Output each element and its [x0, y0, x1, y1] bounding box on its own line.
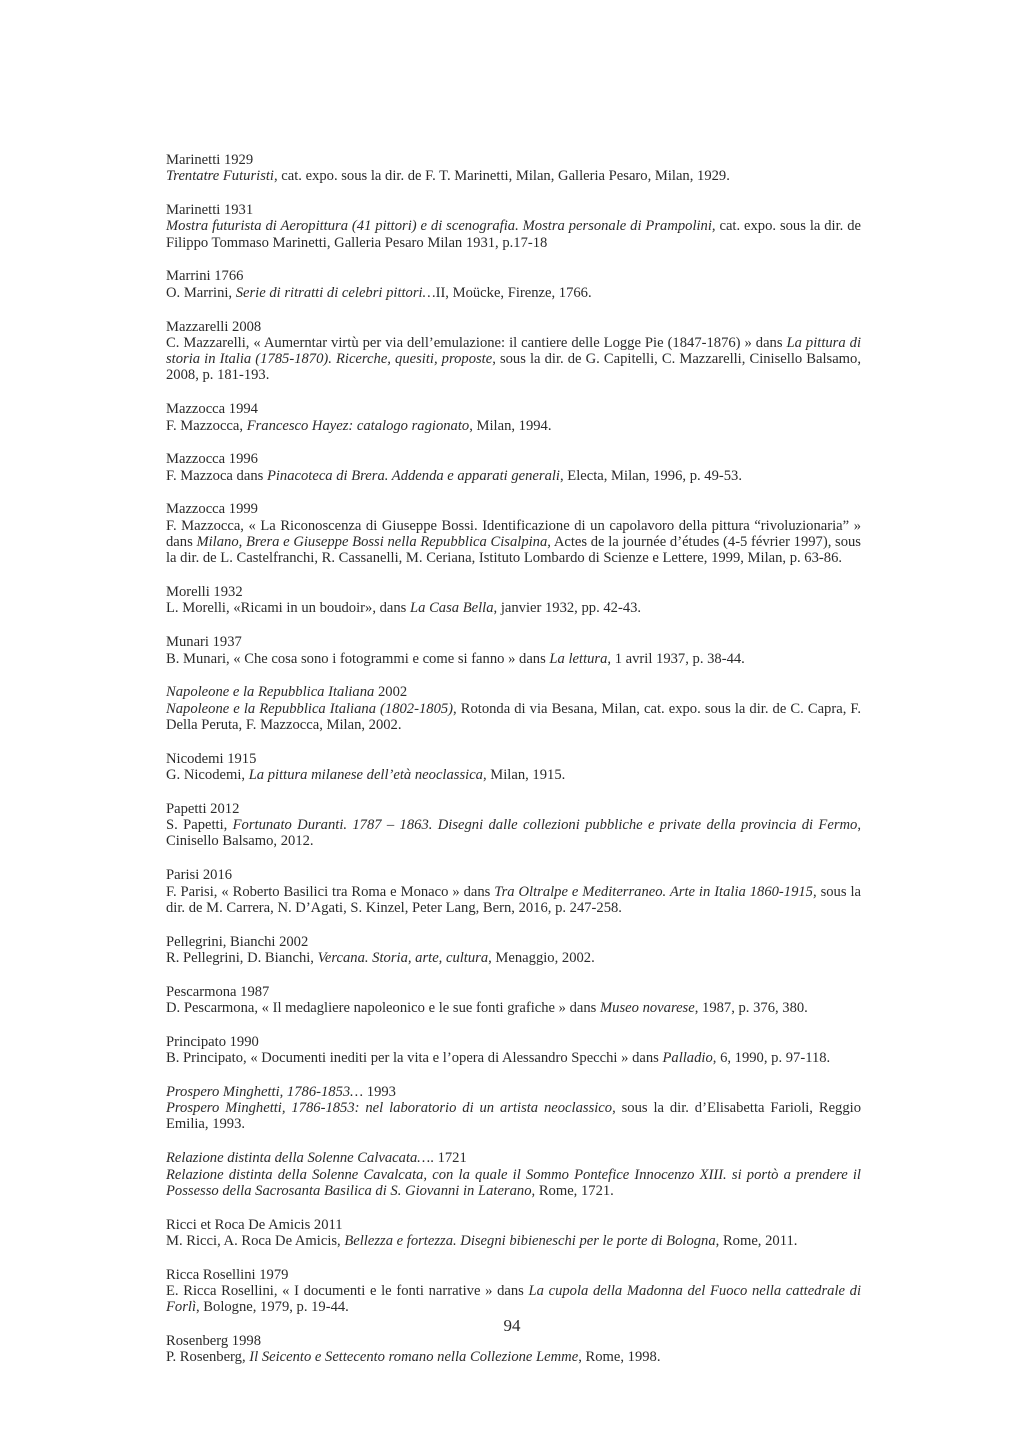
entry-citation	[166, 518, 861, 567]
text-segment: Nicodemi 1915	[166, 750, 257, 767]
italic-text: Il Seicento e Settecento romano nella Collezione Lemme	[249, 1349, 579, 1366]
text-segment: Rosenberg 1998	[166, 1333, 261, 1350]
text-segment: Marinetti 1929	[166, 152, 254, 168]
text-segment: E. Ricca Rosellini, « I documenti e le fonti narrative » dans	[166, 1283, 529, 1300]
entry-heading	[166, 1084, 861, 1100]
text-segment: . 1721	[430, 1150, 467, 1167]
italic-text: La lettura	[549, 650, 608, 667]
italic-text: Vercana. Storia, arte, cultura	[317, 949, 489, 966]
italic-text: Francesco Hayez: catalogo ragionato	[246, 417, 470, 434]
text-segment: , Cinisello Balsamo, 2012.	[166, 817, 861, 850]
page-number: 94	[503, 1316, 521, 1335]
bibliography-entry	[166, 584, 861, 617]
text-segment: Ricci et Roca De Amicis 2011	[166, 1216, 343, 1233]
text-segment: Mazzocca 1999	[166, 501, 258, 518]
text-segment: II, Moücke, Firenze, 1766.	[435, 284, 592, 301]
text-segment: Marrini 1766	[166, 268, 244, 285]
text-segment: 1993	[363, 1083, 396, 1100]
entry-heading	[166, 1034, 861, 1050]
italic-text: Pinacoteca di Brera. Addenda e apparati generali	[266, 467, 560, 484]
italic-text: Fortunato Duranti. 1787 – 1863. Disegni dalle collezioni pubbliche e private della provincia di Fermo	[232, 817, 858, 834]
italic-text: Prospero Minghetti, 1786-1853: nel laboratorio di un artista neoclassico	[166, 1100, 613, 1117]
entry-citation	[166, 1167, 861, 1200]
text-segment: Mazzocca 1994	[166, 401, 258, 418]
text-segment: B. Principato, « Documenti inediti per la vita e l’opera di Alessandro Specchi » dans	[166, 1050, 663, 1067]
bibliography-entry	[166, 684, 861, 733]
text-segment: 2002	[374, 684, 408, 701]
entry-citation	[166, 1283, 861, 1316]
entry-heading	[166, 801, 861, 817]
text-segment: G. Nicodemi,	[166, 767, 249, 784]
text-segment: , Rome, 1998.	[578, 1349, 661, 1366]
entry-citation	[166, 1000, 861, 1016]
italic-text: Prospero Minghetti, 1786-1853…	[166, 1083, 364, 1100]
italic-text: Palladio	[662, 1050, 713, 1067]
entry-heading	[166, 319, 861, 335]
text-segment: , sous la dir. de G. Capitelli, C. Mazzarelli, Cinisello Balsamo, 2008, p. 181-193.	[166, 351, 861, 384]
text-segment: , Bologne, 1979, p. 19-44.	[196, 1299, 349, 1316]
entry-heading	[166, 751, 861, 767]
bibliography-entry	[166, 401, 861, 434]
text-segment: Pellegrini, Bianchi 2002	[166, 933, 309, 950]
text-segment: P. Rosenberg,	[166, 1349, 250, 1366]
entry-citation	[166, 1349, 861, 1365]
italic-text: La cupola della Madonna del Fuoco nella cattedrale di Forlì	[166, 1283, 862, 1316]
bibliography-entry	[166, 202, 861, 251]
entry-heading	[166, 501, 861, 517]
italic-text: Trentatre Futuristi	[166, 168, 274, 185]
entry-citation	[166, 600, 861, 616]
bibliography-entry	[166, 867, 861, 916]
bibliography-list	[166, 152, 861, 1383]
italic-text: La pittura milanese dell’età neoclassica	[248, 767, 483, 784]
italic-text: La Casa Bella	[410, 600, 494, 617]
bibliography-entry	[166, 1034, 861, 1067]
text-segment: Mazzarelli 2008	[166, 318, 262, 335]
italic-text: Mostra futurista di Aeropittura (41 pittori) e di scenografia. Mostra personale di Prampolini,	[166, 218, 716, 235]
italic-text: Relazione distinta della Solenne Calvacata…	[166, 1150, 431, 1167]
text-segment: S. Papetti,	[166, 817, 233, 834]
entry-citation	[166, 1100, 861, 1133]
italic-text: Tra Oltralpe e Mediterraneo. Arte in Italia 1860-1915	[494, 883, 813, 900]
entry-citation	[166, 468, 861, 484]
text-segment: B. Munari, « Che cosa sono i fotogrammi e come si fanno » dans	[166, 650, 550, 667]
text-segment: Papetti 2012	[166, 800, 240, 817]
bibliography-entry	[166, 451, 861, 484]
entry-citation	[166, 884, 861, 917]
italic-text: Napoleone e la Repubblica Italiana (1802-1805)	[166, 700, 454, 717]
entry-heading	[166, 934, 861, 950]
text-segment: Pescarmona 1987	[166, 983, 270, 1000]
entry-citation	[166, 218, 861, 251]
entry-citation	[166, 767, 861, 783]
entry-heading	[166, 202, 861, 218]
entry-heading	[166, 867, 861, 883]
text-segment: cat. expo. sous la dir. de Filippo Tommaso Marinetti, Galleria Pesaro Milan 1931, p.17-18	[166, 218, 861, 251]
entry-heading	[166, 634, 861, 650]
text-segment: , cat. expo. sous la dir. de F. T. Marinetti, Milan, Galleria Pesaro, Milan, 1929.	[273, 168, 730, 185]
entry-citation	[166, 285, 861, 301]
entry-citation	[166, 1050, 861, 1066]
bibliography-entry	[166, 1084, 861, 1133]
entry-citation	[166, 335, 861, 384]
italic-text: La pittura di storia in Italia (1785-1870). Ricerche, quesiti, proposte	[166, 334, 861, 368]
text-segment: Mazzocca 1996	[166, 451, 258, 468]
text-segment: R. Pellegrini, D. Bianchi,	[166, 949, 318, 966]
italic-text: Bellezza e fortezza. Disegni bibieneschi per le porte di Bologna	[344, 1232, 716, 1249]
bibliography-entry	[166, 1267, 861, 1316]
entry-heading	[166, 1150, 861, 1166]
text-segment: Morelli 1932	[166, 584, 243, 601]
entry-citation	[166, 651, 861, 667]
entry-heading	[166, 584, 861, 600]
entry-citation	[166, 168, 861, 184]
text-segment: , janvier 1932, pp. 42-43.	[493, 600, 642, 617]
text-segment: L. Morelli, «Ricami in un boudoir», dans	[166, 600, 411, 617]
entry-citation	[166, 701, 861, 734]
entry-heading	[166, 451, 861, 467]
text-segment: Principato 1990	[166, 1033, 259, 1050]
text-segment: , 6, 1990, p. 97-118.	[712, 1050, 831, 1067]
text-segment: Munari 1937	[166, 634, 242, 651]
text-segment: F. Mazzocca,	[166, 417, 247, 434]
entry-heading	[166, 401, 861, 417]
entry-heading	[166, 1217, 861, 1233]
bibliography-entry	[166, 1150, 861, 1199]
text-segment: Parisi 2016	[166, 867, 233, 884]
text-segment: , 1987, p. 376, 380.	[694, 999, 808, 1016]
bibliography-entry	[166, 984, 861, 1017]
bibliography-entry	[166, 1217, 861, 1250]
text-segment: , Milan, 1915.	[482, 767, 566, 784]
text-segment: , 1 avril 1937, p. 38-44.	[607, 650, 745, 667]
entry-citation	[166, 1233, 861, 1249]
text-segment: M. Ricci, A. Roca De Amicis,	[166, 1232, 345, 1249]
text-segment: O. Marrini,	[166, 284, 236, 301]
bibliography-entry	[166, 1333, 861, 1366]
text-segment: C. Mazzarelli, « Aumerntar virtù per via dell’emulazione: il cantiere delle Logge Pie (1847-1876) » dans	[166, 334, 787, 351]
text-segment: Marinetti 1931	[166, 202, 254, 219]
italic-text: Museo novarese	[600, 999, 695, 1016]
text-segment: , Actes de la journée d’études (4-5 février 1997), sous la dir. de L. Castelfranchi, R. Cassanelli, M. Ceriana, Istituto Lombardo di Scienze e Lettere, 1999, Milan, p. 63-86.	[166, 534, 861, 567]
text-segment: , Rotonda di via Besana, Milan, cat. expo. sous la dir. de C. Capra, F. Della Peruta, F. Mazzocca, Milan, 2002.	[166, 700, 861, 733]
text-segment: Ricca Rosellini 1979	[166, 1266, 289, 1283]
bibliography-entry	[166, 934, 861, 967]
text-segment: , Rome, 2011.	[715, 1232, 798, 1249]
entry-heading	[166, 984, 861, 1000]
bibliography-entry	[166, 268, 861, 301]
entry-citation	[166, 950, 861, 966]
bibliography-entry	[166, 634, 861, 667]
text-segment: , Milan, 1994.	[469, 417, 552, 434]
text-segment: F. Mazzoca dans	[166, 467, 267, 484]
entry-heading	[166, 268, 861, 284]
text-segment: D. Pescarmona, « Il medagliere napoleonico e le sue fonti grafiche » dans	[166, 999, 601, 1016]
bibliography-entry	[166, 801, 861, 850]
entry-heading	[166, 152, 861, 168]
text-segment: F. Mazzocca, « La Riconoscenza di Giuseppe Bossi. Identificazione di un capolavoro della pittura “rivoluzionaria” » dans	[166, 517, 861, 551]
text-segment: F. Parisi, « Roberto Basilici tra Roma e Monaco » dans	[166, 883, 495, 900]
bibliography-entry	[166, 501, 861, 566]
italic-text: Milano, Brera e Giuseppe Bossi nella Repubblica Cisalpina	[196, 534, 548, 551]
entry-citation	[166, 817, 861, 850]
text-segment: , sous la dir. de M. Carrera, N. D’Agati, S. Kinzel, Peter Lang, Bern, 2016, p. 247-258.	[166, 883, 861, 916]
italic-text: Serie di ritratti di celebri pittori…	[235, 284, 436, 301]
italic-text: Napoleone e la Repubblica Italiana	[166, 684, 375, 701]
bibliography-entry	[166, 319, 861, 384]
text-segment: , Menaggio, 2002.	[488, 949, 595, 966]
bibliography-entry	[166, 751, 861, 784]
text-segment: , sous la dir. d’Elisabetta Farioli, Reggio Emilia, 1993.	[166, 1100, 861, 1133]
entry-heading	[166, 1267, 861, 1283]
text-segment: , Rome, 1721.	[531, 1182, 614, 1199]
italic-text: Relazione distinta della Solenne Cavalcata, con la quale il Sommo Pontefice Innocenzo XIII. si portò a prendere il Possesso della Sacrosanta Basilica di S. Giovanni in Laterano	[166, 1166, 861, 1199]
bibliography-entry	[166, 152, 861, 185]
entry-citation	[166, 418, 861, 434]
entry-heading	[166, 684, 861, 700]
text-segment: , Electa, Milan, 1996, p. 49-53.	[560, 467, 742, 484]
